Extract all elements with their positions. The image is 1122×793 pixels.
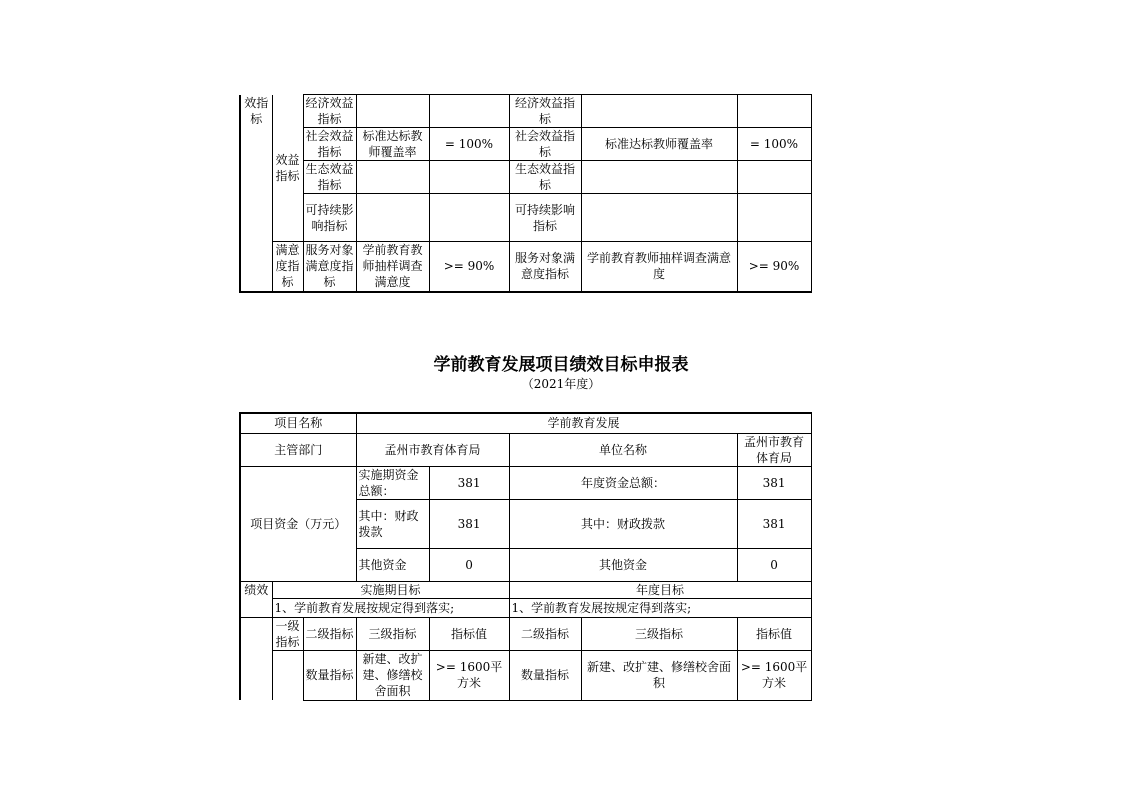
- level3-indicator: [356, 194, 429, 242]
- indicator-value: [429, 95, 509, 128]
- annual-quantity-level2: 数量指标: [509, 650, 581, 700]
- form-title: 学前教育发展项目绩效目标申报表: [433, 355, 689, 375]
- annual-funds-total-label: 年度资金总额：: [509, 466, 737, 499]
- form-subtitle: （2021年度）: [521, 377, 601, 391]
- level3-indicator: [356, 161, 429, 194]
- funds-fiscal-value: 381: [429, 499, 509, 548]
- funds-label: 项目资金（万元）: [240, 466, 356, 581]
- level2-indicator: 生态效益指标: [303, 161, 356, 194]
- annual-level3-indicator: [581, 95, 737, 128]
- project-name-label: 项目名称: [240, 413, 356, 433]
- level2-indicator: 服务对象满意度指标: [303, 242, 356, 292]
- dept-label: 主管部门: [240, 433, 356, 466]
- annual-indicator-value: [737, 194, 811, 242]
- funds-other-value: 0: [429, 548, 509, 581]
- level3-indicator: 学前教育教师抽样调查满意度: [356, 242, 429, 292]
- annual-goal-text: 1、学前教育发展按规定得到落实;: [509, 598, 811, 617]
- level3-indicator: [356, 95, 429, 128]
- project-declaration-table: [239, 412, 812, 701]
- annual-level2-indicator: 社会效益指标: [509, 128, 581, 161]
- indicator-value: [429, 161, 509, 194]
- annual-funds-fiscal-label: 其中：财政拨款: [509, 499, 737, 548]
- annual-level3-indicator: 学前教育教师抽样调查满意度: [581, 242, 737, 292]
- header-level2: 二级指标: [303, 617, 356, 650]
- annual-level3-indicator: [581, 194, 737, 242]
- annual-indicator-value: >= 90%: [737, 242, 811, 292]
- annual-quantity-value: >= 1600平方米: [737, 650, 811, 700]
- annual-level2-indicator: 生态效益指标: [509, 161, 581, 194]
- quantity-level3: 新建、改扩建、修缮校舍面积: [356, 650, 429, 700]
- annual-level3-indicator: [581, 161, 737, 194]
- quantity-value: >= 1600平方米: [429, 650, 509, 700]
- annual-level3-indicator: 标准达标教师覆盖率: [581, 128, 737, 161]
- header-annual-level2: 二级指标: [509, 617, 581, 650]
- annual-funds-other-value: 0: [737, 548, 811, 581]
- level3-indicator: 标准达标教师覆盖率: [356, 128, 429, 161]
- annual-level2-indicator: 服务对象满意度指标: [509, 242, 581, 292]
- quantity-level2: 数量指标: [303, 650, 356, 700]
- level1-indicator-cell: 效指标: [240, 95, 272, 292]
- goal-side-label: 绩效: [240, 581, 272, 617]
- annual-indicator-value: [737, 161, 811, 194]
- header-value: 指标值: [429, 617, 509, 650]
- annual-indicator-value: = 100%: [737, 128, 811, 161]
- funds-total-label: 实施期资金总额：: [356, 466, 429, 499]
- project-name-value: 学前教育发展: [356, 413, 811, 433]
- level1-blank: [272, 650, 303, 700]
- level2-indicator: 社会效益指标: [303, 128, 356, 161]
- funds-fiscal-label: 其中：财政拨款: [356, 499, 429, 548]
- funds-total-value: 381: [429, 466, 509, 499]
- goal-side-blank: [240, 617, 272, 700]
- level2-indicator: 可持续影响指标: [303, 194, 356, 242]
- annual-quantity-level3: 新建、改扩建、修缮校舍面积: [581, 650, 737, 700]
- header-annual-value: 指标值: [737, 617, 811, 650]
- header-level1: 一级指标: [272, 617, 303, 650]
- performance-indicator-table-continued: [239, 94, 812, 293]
- effect-group-label: 效益指标: [272, 95, 303, 242]
- annual-level2-indicator: 可持续影响指标: [509, 194, 581, 242]
- level2-indicator: 经济效益指标: [303, 95, 356, 128]
- annual-goal-header: 年度目标: [509, 581, 811, 598]
- annual-level2-indicator: 经济效益指标: [509, 95, 581, 128]
- funds-other-label: 其他资金: [356, 548, 429, 581]
- annual-funds-total-value: 381: [737, 466, 811, 499]
- annual-funds-other-label: 其他资金: [509, 548, 737, 581]
- header-annual-level3: 三级指标: [581, 617, 737, 650]
- unit-value: 孟州市教育体育局: [737, 433, 811, 466]
- unit-label: 单位名称: [509, 433, 737, 466]
- impl-goal-header: 实施期目标: [272, 581, 509, 598]
- satisfaction-group-label: 满意度指标: [272, 242, 303, 292]
- indicator-value: [429, 194, 509, 242]
- dept-value: 孟州市教育体育局: [356, 433, 509, 466]
- annual-funds-fiscal-value: 381: [737, 499, 811, 548]
- impl-goal-text: 1、学前教育发展按规定得到落实;: [272, 598, 509, 617]
- annual-indicator-value: [737, 95, 811, 128]
- header-level3: 三级指标: [356, 617, 429, 650]
- indicator-value: >= 90%: [429, 242, 509, 292]
- indicator-value: = 100%: [429, 128, 509, 161]
